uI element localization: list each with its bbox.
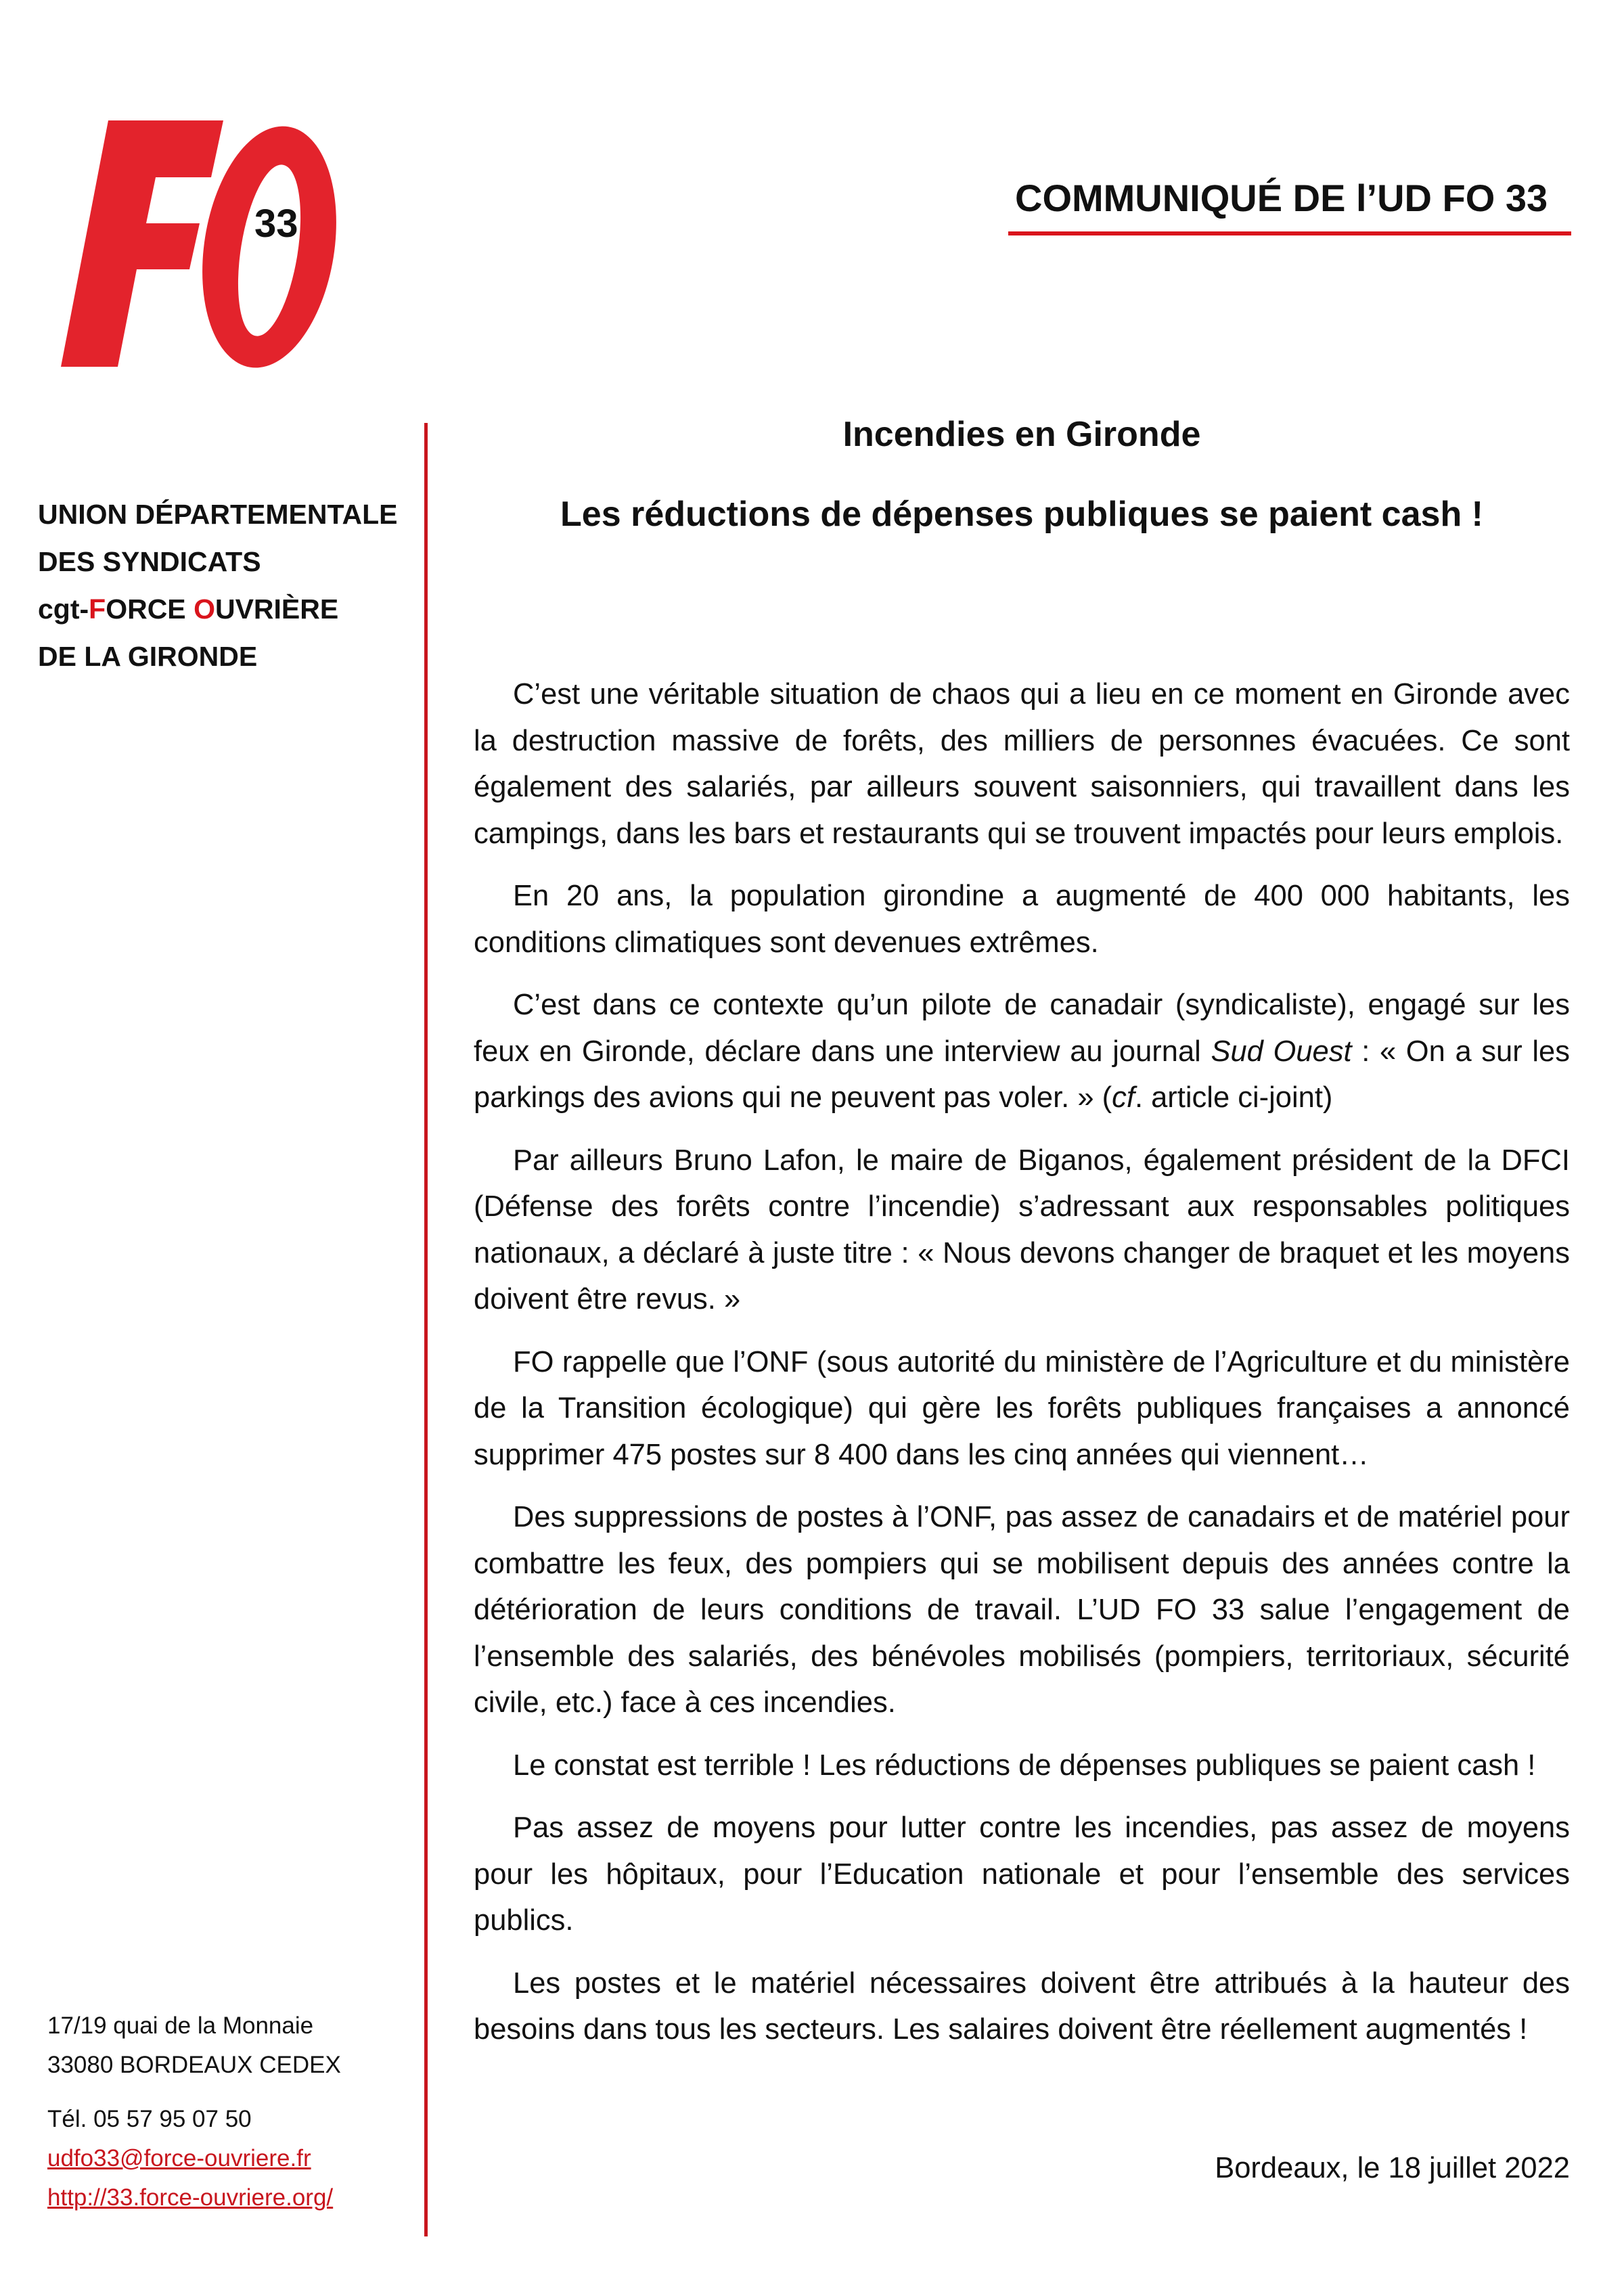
- paragraph-3-c: . article ci-joint): [1134, 1081, 1333, 1114]
- headline: Incendies en Gironde: [842, 415, 1201, 454]
- org-uvriere: UVRIÈRE: [215, 593, 339, 625]
- communique-body: [474, 671, 1570, 2069]
- cf-abbrev: cf: [1112, 1081, 1135, 1114]
- paragraph-6: Des suppressions de postes à l’ONF, pas assez de canadairs et de matériel pour combattre les feux, des pompiers qui se mobilisent depuis des années contre la détérioration de leurs conditions de travail. L’UD FO 33 salue l’engagement de l’ensemble des salariés, des bénévoles mobilisés (pompiers, territoriaux, sécurité civile, etc.) face à ces incendies.: [474, 1501, 1570, 1719]
- org-letter-o: O: [194, 593, 215, 625]
- org-line-3: [38, 585, 417, 633]
- org-line-4: DE LA GIRONDE: [38, 641, 258, 672]
- org-orce: ORCE: [106, 593, 194, 625]
- paragraph-3: [474, 982, 1570, 1121]
- address-city: 33080 BORDEAUX CEDEX: [47, 2052, 341, 2078]
- fo33-logo: [61, 115, 345, 372]
- address-block: [47, 2006, 413, 2218]
- paragraph-3-a: C’est dans ce contexte qu’un pilote de canadair (syndicaliste), engagé sur les feux en Gironde, déclare dans une interview au journal: [474, 989, 1570, 1068]
- paragraph-8: Pas assez de moyens pour lutter contre les incendies, pas assez de moyens pour les hôpitaux, pour l’Education nationale et pour l’ensemble des services publics.: [474, 1811, 1570, 1937]
- org-letter-f: F: [89, 593, 106, 625]
- vertical-divider: [424, 423, 428, 2236]
- paragraph-5: FO rappelle que l’ONF (sous autorité du ministère de l’Agriculture et du ministère de la Transition écologique) qui gère les forêts publiques françaises a annoncé supprimer 475 postes sur 8 400 dans les cinq années qui viennent…: [474, 1345, 1570, 1471]
- org-prefix: cgt-: [38, 593, 89, 625]
- address-phone: Tél. 05 57 95 07 50: [47, 2106, 252, 2132]
- org-line-2: DES SYNDICATS: [38, 546, 261, 577]
- paragraph-9: Les postes et le matériel nécessaires doivent être attribués à la hauteur des besoins dans tous les secteurs. Les salaires doivent être réellement augmentés !: [474, 1966, 1570, 2046]
- signature-date: Bordeaux, le 18 juillet 2022: [1215, 2152, 1570, 2184]
- logo-letter-f: [61, 120, 223, 367]
- fo33-logo-graphic: [61, 115, 345, 372]
- newspaper-name: Sud Ouest: [1211, 1035, 1352, 1068]
- paragraph-3-b: : « On a sur les parkings des avions qui ne peuvent pas voler. » (: [474, 1035, 1570, 1114]
- email-link[interactable]: udfo33@force-ouvriere.fr: [47, 2145, 311, 2171]
- address-street: 17/19 quai de la Monnaie: [47, 2012, 314, 2039]
- paragraph-7: Le constat est terrible ! Les réductions de dépenses publiques se paient cash !: [513, 1749, 1536, 1782]
- communique-title: COMMUNIQUÉ DE l’UD FO 33: [1015, 177, 1548, 219]
- website-link[interactable]: http://33.force-ouvriere.org/: [47, 2184, 334, 2211]
- paragraph-2: En 20 ans, la population girondine a augmenté de 400 000 habitants, les conditions climatiques sont devenues extrêmes.: [474, 880, 1570, 959]
- paragraph-1: C’est une véritable situation de chaos qui a lieu en ce moment en Gironde avec la destruction massive de forêts, des milliers de personnes évacuées. Ce sont également des salariés, par ailleurs souvent saisonniers, qui travaillent dans les campings, dans les bars et restaurants qui se trouvent impactés pour leurs emplois.: [474, 678, 1570, 850]
- subheadline: Les réductions de dépenses publiques se paient cash !: [560, 495, 1483, 534]
- paragraph-4: Par ailleurs Bruno Lafon, le maire de Biganos, également président de la DFCI (Défense des forêts contre l’incendie) s’adressant aux responsables politiques nationaux, a déclaré à juste titre : « Nous devons changer de braquet et les moyens doivent être revus. »: [474, 1144, 1570, 1315]
- header-underline: [1008, 231, 1571, 235]
- org-line-1: UNION DÉPARTEMENTALE: [38, 499, 398, 530]
- logo-number: 33: [254, 202, 298, 246]
- organization-block: [38, 491, 417, 680]
